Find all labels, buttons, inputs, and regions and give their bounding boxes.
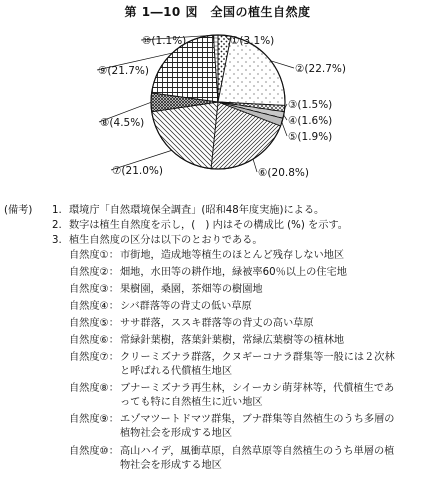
degree-6-text: 常緑針葉樹，落葉針葉樹，常緑広葉樹等の植林地	[120, 335, 345, 346]
degree-1-text: 市街地，造成地等植生のほとんど残存しない地区	[120, 250, 345, 261]
degree-5-text: ササ群落，ススキ群落等の背丈の高い草原	[120, 318, 314, 329]
degree-8-text-line-2: っても特に自然植生に近い地区	[120, 397, 263, 408]
degree-5-label: 自然度⑤：	[69, 318, 119, 329]
slice-label-2: ②(22.7%)	[295, 63, 346, 75]
notes-heading: (備考)	[4, 205, 33, 216]
degree-3-text: 果樹園，桑園，茶畑等の樹園地	[120, 284, 263, 295]
slice-label-1: ①(3.1%)	[230, 35, 275, 47]
degree-10-label: 自然度⑩：	[69, 446, 119, 457]
degree-8-label: 自然度⑧：	[69, 383, 119, 394]
slice-label-4: ④(1.6%)	[288, 115, 333, 127]
degree-4-text: シバ群落等の背丈の低い草原	[120, 301, 252, 312]
degree-1-label: 自然度①：	[69, 250, 119, 261]
degree-3-label: 自然度③：	[69, 284, 119, 295]
slice-label-7: ⑦(21.0%)	[112, 165, 163, 177]
note-2-text: 数字は植生自然度を示し，( ) 内はその構成比 (%) を示す。	[69, 220, 348, 231]
degree-7-text-line-2: と呼ばれる代償植生地区	[120, 366, 233, 377]
degree-8-text-line-1: ブナーミズナラ再生林，シイーカシ萌芽林等，代償植生であ	[120, 383, 395, 394]
slice-label-6: ⑥(20.8%)	[258, 167, 309, 179]
degree-9-label: 自然度⑨：	[69, 414, 119, 425]
slice-label-3: ③(1.5%)	[288, 99, 333, 111]
note-1-number: 1.	[52, 205, 62, 216]
slice-label-10: ⑩(1.1%)	[142, 35, 187, 47]
slice-label-8: ⑧(4.5%)	[100, 117, 145, 129]
degree-9-text-line-2: 植物社会を形成する地区	[120, 428, 233, 439]
note-3-number: 3.	[52, 235, 62, 246]
degree-7-label: 自然度⑦：	[69, 352, 119, 363]
note-3-text: 植生自然度の区分は以下のとおりである。	[69, 235, 263, 246]
slice-label-5: ⑤(1.9%)	[288, 131, 333, 143]
chart-title: 第 1―10 図 全国の植生自然度	[124, 5, 311, 19]
slice-label-9: ⑨(21.7%)	[98, 65, 149, 77]
degree-9-text-line-1: エゾマツートドマツ群集，ブナ群集等自然植生のうち多層の	[120, 414, 395, 425]
degree-10-text-line-2: 物社会を形成する地区	[120, 460, 222, 471]
degree-4-label: 自然度④：	[69, 301, 119, 312]
note-2-number: 2.	[52, 220, 62, 231]
note-1-text: 環境庁「自然環境保全調査」(昭和48年度実施)による。	[69, 205, 325, 216]
degree-6-label: 自然度⑥：	[69, 335, 119, 346]
degree-2-label: 自然度②：	[69, 267, 119, 278]
degree-7-text-line-1: クリーミズナラ群落，クヌギーコナラ群集等一般には２次林	[120, 352, 395, 363]
degree-10-text-line-1: 高山ハイデ，風衝草原，自然草原等自然植生のうち単層の植	[120, 446, 395, 457]
degree-2-text: 畑地，水田等の耕作地，緑被率60％以上の住宅地	[120, 267, 347, 278]
